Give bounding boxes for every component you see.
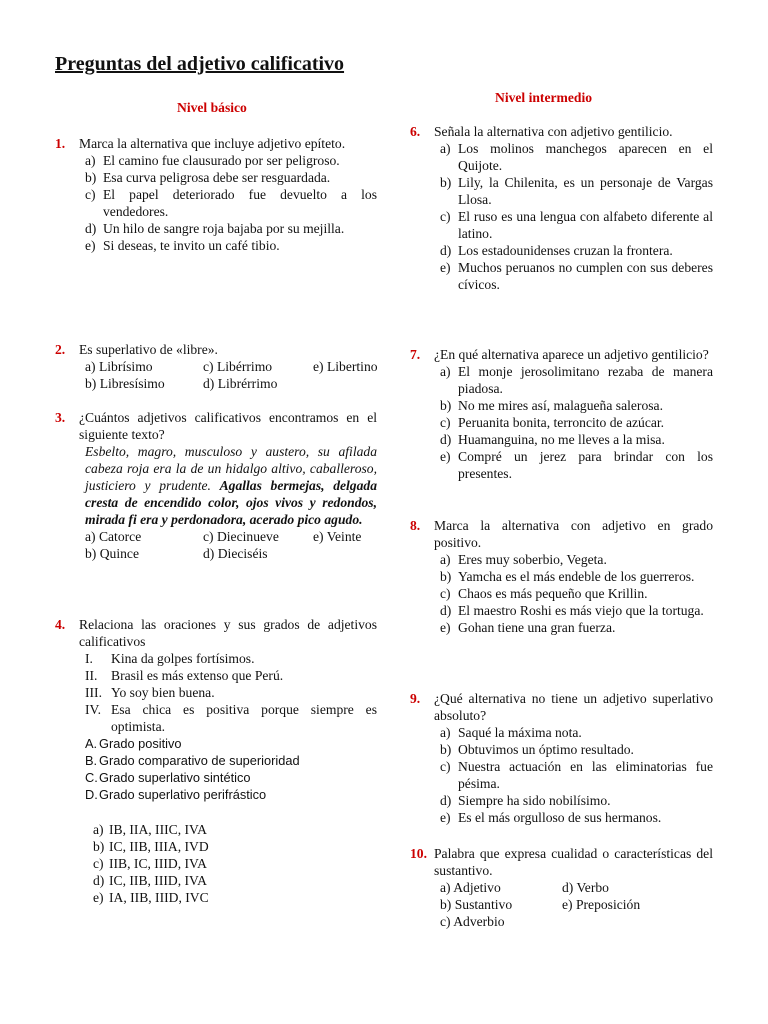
quoted-text: Esbelto, magro, musculoso y austero, su afilada cabeza roja era la de un hidalgo altivo, caballeroso, justiciero y prudente. Agallas bermejas, delgada cresta de encendido color, ojos vivos y redondos, mirada fi era y perdonadora, acerado pico agudo. <box>85 444 377 527</box>
option-e: e) Compré un jerez para brindar con los presentes. <box>440 449 713 481</box>
question-number: 8. <box>410 518 421 533</box>
sentence-item: II. Brasil es más extenso que Perú. <box>85 668 284 683</box>
option-c: c) Chaos es más pequeño que Krillin. <box>440 586 648 601</box>
grade-item: B. Grado comparativo de superioridad <box>85 753 300 768</box>
option-b: b) No me mires así, malagueña salerosa. <box>440 398 663 413</box>
option-d: d) Huamanguina, no me lleves a la misa. <box>440 432 665 447</box>
question-number: 4. <box>55 617 66 632</box>
option-e: e) Gohan tiene una gran fuerza. <box>440 620 616 635</box>
sentence-item: I. Kina da golpes fortísimos. <box>85 651 255 666</box>
option-e: e) Veinte <box>313 529 362 544</box>
question-text: Señala la alternativa con adjetivo gentilicio. <box>434 124 673 139</box>
question-text: ¿Cuántos adjetivos calificativos encontramos en el siguiente texto? <box>79 410 377 442</box>
option-a: a) Librísimo <box>85 359 153 374</box>
option-b: b) Libresísimo <box>85 376 165 391</box>
option-c: c) El ruso es una lengua con alfabeto diferente al latino. <box>440 209 713 241</box>
option-e: e) Es el más orgulloso de sus hermanos. <box>440 810 662 825</box>
option-a: a) Saqué la máxima nota. <box>440 725 582 740</box>
question-8 <box>410 517 713 636</box>
level-basic-heading: Nivel básico <box>177 100 247 115</box>
option-d: d) El maestro Roshi es más viejo que la tortuga. <box>440 603 704 618</box>
question-text: Marca la alternativa con adjetivo en grado positivo. <box>434 518 713 550</box>
option-e: e) Preposición <box>562 897 641 912</box>
level-intermediate-heading: Nivel intermedio <box>495 90 593 105</box>
option-d: d) IC, IIB, IIID, IVA <box>93 873 207 888</box>
option-c: c) IIB, IC, IIID, IVA <box>93 856 207 871</box>
option-e: e) IA, IIB, IIID, IVC <box>93 890 209 905</box>
question-text: ¿En qué alternativa aparece un adjetivo gentilicio? <box>434 347 709 362</box>
option-a: a) El camino fue clausurado por ser peligroso. <box>85 153 340 168</box>
question-number: 6. <box>410 124 421 139</box>
question-number: 1. <box>55 136 66 151</box>
option-d: d) Los estadounidenses cruzan la frontera. <box>440 243 673 258</box>
option-c: c) Nuestra actuación en las eliminatorias fue pésima. <box>440 759 713 791</box>
question-6 <box>410 123 713 293</box>
option-b: b) Obtuvimos un óptimo resultado. <box>440 742 634 757</box>
option-e: e) Si deseas, te invito un café tibio. <box>85 238 280 253</box>
option-b: b) Esa curva peligrosa debe ser resguardada. <box>85 170 331 185</box>
question-4 <box>55 616 377 906</box>
question-number: 3. <box>55 410 66 425</box>
question-number: 10. <box>410 846 427 861</box>
option-b: b) Quince <box>85 546 139 561</box>
question-text: ¿Qué alternativa no tiene un adjetivo superlativo absoluto? <box>434 691 713 723</box>
option-b: b) Lily, la Chilenita, es un personaje de Vargas Llosa. <box>440 175 713 207</box>
question-text: Relaciona las oraciones y sus grados de adjetivos calificativos <box>79 617 377 649</box>
question-3 <box>55 409 377 562</box>
grade-item: C. Grado superlativo sintético <box>85 770 251 785</box>
option-c: c) El papel deteriorado fue devuelto a los vendedores. <box>85 187 377 219</box>
grade-list <box>85 735 377 803</box>
option-b: b) Yamcha es el más endeble de los guerreros. <box>440 569 695 584</box>
question-9 <box>410 690 713 826</box>
option-a: a) IB, IIA, IIIC, IVA <box>93 822 207 837</box>
sentence-item: IV. Esa chica es positiva porque siempre es optimista. <box>85 702 377 734</box>
question-2 <box>55 341 377 392</box>
sentence-item: III. Yo soy bien buena. <box>85 685 215 700</box>
question-number: 2. <box>55 342 66 357</box>
option-a: a) El monje jerosolimitano rezaba de manera piadosa. <box>440 364 713 396</box>
option-d: d) Verbo <box>562 880 609 895</box>
question-number: 7. <box>410 347 421 362</box>
option-d: d) Siempre ha sido nobilísimo. <box>440 793 611 808</box>
option-a: a) Los molinos manchegos aparecen en el Quijote. <box>440 141 713 173</box>
option-c: c) Adverbio <box>440 914 505 929</box>
question-text: Es superlativo de «libre». <box>79 342 218 357</box>
option-c: c) Peruanita bonita, terroncito de azúcar. <box>440 415 665 430</box>
question-text: Marca la alternativa que incluye adjetivo epíteto. <box>79 136 346 151</box>
question-10 <box>410 845 713 930</box>
option-a: a) Adjetivo <box>440 880 501 895</box>
option-b: b) Sustantivo <box>440 897 513 912</box>
option-d: d) Librérrimo <box>203 376 278 391</box>
sentence-list <box>85 650 377 735</box>
option-a: a) Eres muy soberbio, Vegeta. <box>440 552 607 567</box>
page-title: Preguntas del adjetivo calificativo <box>55 53 345 75</box>
question-text: Palabra que expresa cualidad o características del sustantivo. <box>434 846 713 878</box>
option-c: c) Diecinueve <box>203 529 279 544</box>
question-number: 9. <box>410 691 421 706</box>
question-1 <box>55 135 377 254</box>
question-7 <box>410 346 713 482</box>
option-e: e) Libertino <box>313 359 378 374</box>
option-a: a) Catorce <box>85 529 142 544</box>
grade-item: A. Grado positivo <box>85 736 182 751</box>
option-e: e) Muchos peruanos no cumplen con sus deberes cívicos. <box>440 260 713 292</box>
option-c: c) Libérrimo <box>203 359 273 374</box>
option-b: b) IC, IIB, IIIA, IVD <box>93 839 209 854</box>
option-d: d) Dieciséis <box>203 546 268 561</box>
option-d: d) Un hilo de sangre roja bajaba por su mejilla. <box>85 221 345 236</box>
grade-item: D. Grado superlativo perifrástico <box>85 787 267 802</box>
